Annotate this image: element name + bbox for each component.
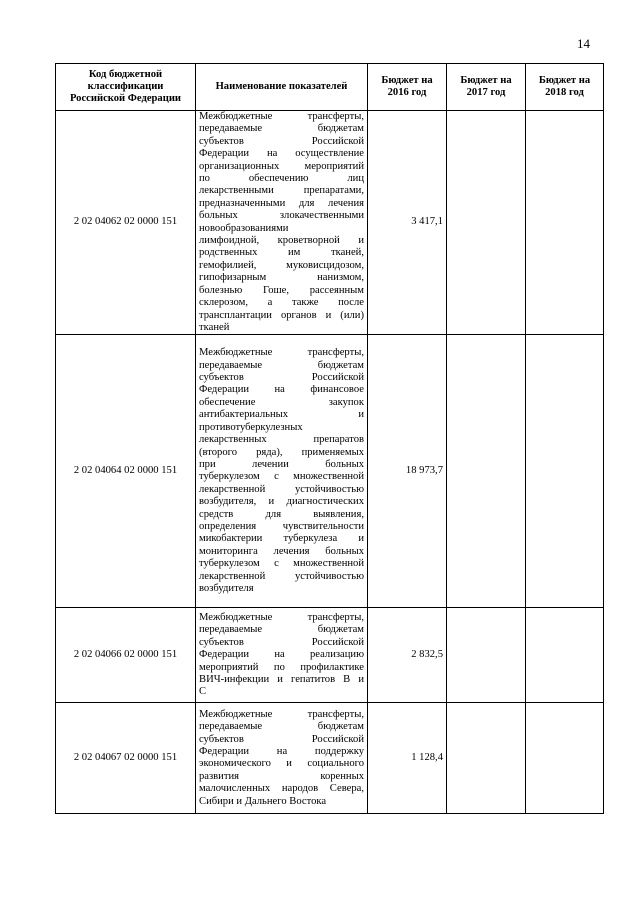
- name-line: болезнью Гоше, рассеянным: [199, 284, 364, 296]
- row-name: [196, 703, 368, 814]
- name-line: Межбюджетные трансферты,: [199, 708, 364, 720]
- name-line: гипофизарным нанизмом,: [199, 272, 364, 284]
- name-line: Сибири и Дальнего Востока: [199, 795, 327, 807]
- name-line: субъектов Российской: [199, 135, 364, 147]
- name-line: передаваемые бюджетам: [199, 624, 364, 636]
- name-line: мониторинга лечения больных: [199, 545, 364, 557]
- name-line: трансплантации органов и (или): [199, 309, 364, 321]
- name-line: туберкулезом с множественной: [199, 558, 364, 570]
- table-row: [56, 111, 604, 335]
- name-line: тканей: [199, 321, 230, 333]
- row-budget-2017: [447, 111, 526, 335]
- header-2018: Бюджет на 2018 год: [526, 64, 604, 111]
- name-line: мероприятий по профилактике: [199, 661, 364, 673]
- name-line: малочисленных народов Севера,: [199, 783, 364, 795]
- name-line: Межбюджетные трансферты,: [199, 111, 364, 122]
- name-line: при лечении больных: [199, 458, 364, 470]
- name-line: родственных им тканей,: [199, 247, 364, 259]
- row-budget-2018: [526, 335, 604, 608]
- name-line: микобактерии туберкулеза и: [199, 533, 364, 545]
- row-budget-2016: 1 128,4: [368, 703, 447, 814]
- name-line: Федерации на осуществление: [199, 148, 364, 160]
- row-budget-2018: [526, 111, 604, 335]
- name-line: новообразованиями: [199, 222, 289, 234]
- name-line: Федерации на поддержку: [199, 745, 364, 757]
- name-line: субъектов Российской: [199, 733, 364, 745]
- row-budget-2018: [526, 703, 604, 814]
- name-line: предназначенными для лечения: [199, 197, 364, 209]
- row-budget-2016: 18 973,7: [368, 335, 447, 608]
- name-line: субъектов Российской: [199, 372, 364, 384]
- row-code: 2 02 04062 02 0000 151: [56, 111, 196, 335]
- name-line: противотуберкулезных: [199, 421, 303, 433]
- name-line: экономического и социального: [199, 758, 364, 770]
- name-line: лекарственных препаратов: [199, 434, 364, 446]
- table-row: [56, 608, 604, 703]
- name-line: Федерации на реализацию: [199, 649, 364, 661]
- name-line: передаваемые бюджетам: [199, 721, 364, 733]
- name-line: организационных мероприятий: [199, 160, 364, 172]
- header-row: [56, 64, 604, 111]
- name-line: ВИЧ-инфекции и гепатитов В и: [199, 673, 364, 685]
- row-budget-2017: [447, 703, 526, 814]
- row-budget-2018: [526, 608, 604, 703]
- name-line: антибактериальных и: [199, 409, 364, 421]
- name-line: передаваемые бюджетам: [199, 123, 364, 135]
- table-row: [56, 335, 604, 608]
- budget-table: [55, 63, 604, 814]
- name-line: лекарственной устойчивостью: [199, 570, 364, 582]
- name-line: (второго ряда), применяемых: [199, 446, 364, 458]
- row-budget-2017: [447, 608, 526, 703]
- name-line: лекарственными препаратами,: [199, 185, 364, 197]
- row-budget-2016: 3 417,1: [368, 111, 447, 335]
- row-name: [196, 111, 368, 335]
- name-line: субъектов Российской: [199, 636, 364, 648]
- name-line: по обеспечению лиц: [199, 173, 364, 185]
- row-budget-2016: 2 832,5: [368, 608, 447, 703]
- name-line: С: [199, 686, 207, 698]
- name-line: возбудителя: [199, 582, 254, 594]
- header-code: Код бюджетной классификации Российской Федерации: [56, 64, 196, 111]
- name-line: Межбюджетные трансферты,: [199, 347, 364, 359]
- name-line: гемофилией, муковисцидозом,: [199, 259, 364, 271]
- header-name: Наименование показателей: [196, 64, 368, 111]
- name-line: склерозом, а также после: [199, 297, 364, 309]
- name-line: лекарственной устойчивостью: [199, 483, 364, 495]
- name-line: обеспечение закупок: [199, 396, 364, 408]
- row-name: [196, 608, 368, 703]
- name-line: определения чувствительности: [199, 520, 364, 532]
- row-name: [196, 335, 368, 608]
- header-2016: Бюджет на 2016 год: [368, 64, 447, 111]
- name-line: возбудителя, и диагностических: [199, 496, 364, 508]
- name-line: развития коренных: [199, 770, 364, 782]
- header-2017: Бюджет на 2017 год: [447, 64, 526, 111]
- row-budget-2017: [447, 335, 526, 608]
- row-code: 2 02 04067 02 0000 151: [56, 703, 196, 814]
- name-line: средств для выявления,: [199, 508, 364, 520]
- page-number: 14: [577, 36, 590, 51]
- table-row: [56, 703, 604, 814]
- name-line: Межбюджетные трансферты,: [199, 611, 364, 623]
- name-line: Федерации на финансовое: [199, 384, 364, 396]
- name-line: туберкулезом с множественной: [199, 471, 364, 483]
- name-line: передаваемые бюджетам: [199, 359, 364, 371]
- name-line: лимфоидной, кроветворной и: [199, 235, 364, 247]
- row-code: 2 02 04066 02 0000 151: [56, 608, 196, 703]
- row-code: 2 02 04064 02 0000 151: [56, 335, 196, 608]
- name-line: больных злокачественными: [199, 210, 364, 222]
